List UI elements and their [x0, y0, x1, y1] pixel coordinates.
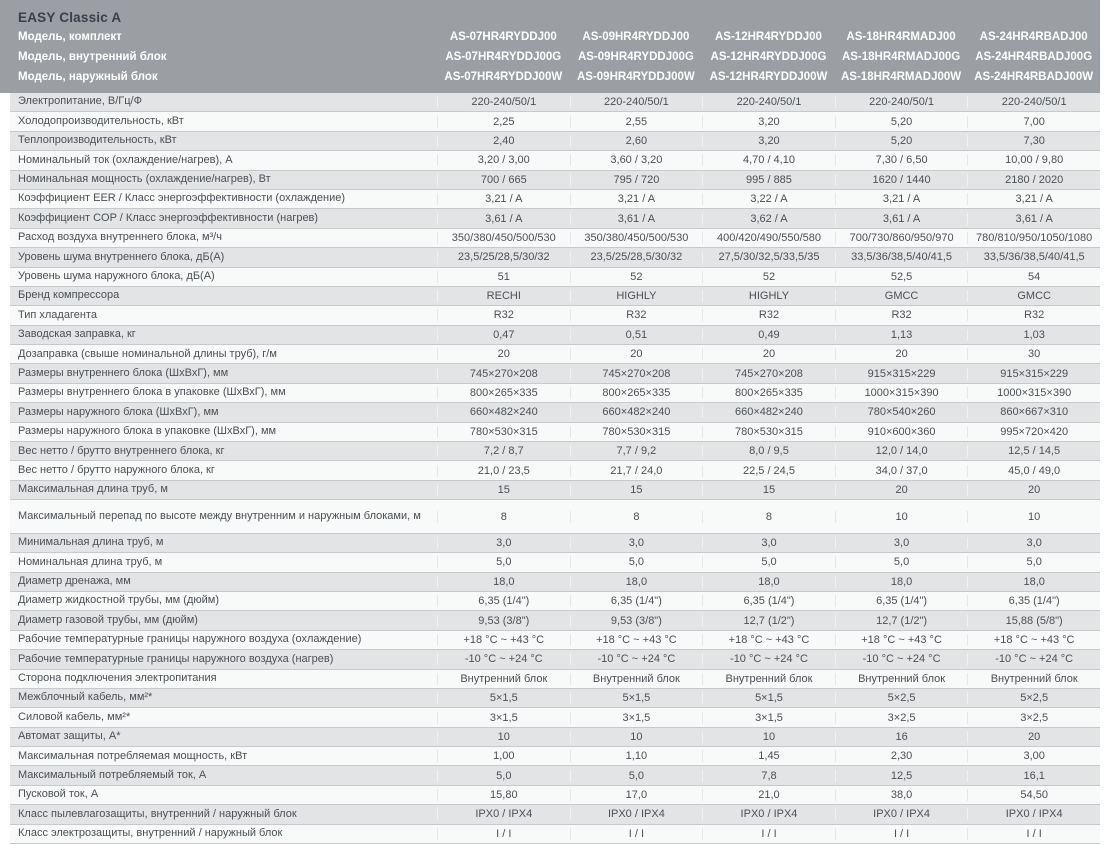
- spec-row: [10, 364, 1100, 383]
- model-row-cell: AS-24HR4RBADJ00: [979, 31, 1088, 43]
- spec-row-cell: 20: [967, 484, 1100, 496]
- spec-row-label: Размеры внутреннего блока в упаковке (ШхВхГ), мм: [18, 386, 286, 399]
- spec-row: [10, 112, 1100, 131]
- spec-row: [10, 689, 1100, 708]
- model-row: [0, 47, 1100, 67]
- model-row-cell: AS-12HR4RYDDJ00: [715, 31, 822, 43]
- spec-row-cell: 3,0: [702, 537, 835, 549]
- spec-row-cell: 2,55: [570, 116, 703, 128]
- model-row-cell: AS-18HR4RMADJ00G: [841, 51, 961, 63]
- spec-row: [10, 171, 1100, 190]
- spec-row-cell: 5,20: [835, 135, 968, 147]
- spec-row-cell: 1000×315×390: [835, 387, 968, 399]
- spec-row-cell: 18,0: [835, 576, 968, 588]
- spec-row-cell: 700 / 665: [437, 174, 570, 186]
- spec-row-label: Уровень шума внутреннего блока, дБ(А): [18, 250, 225, 263]
- spec-row-cell: 1,00: [437, 750, 570, 762]
- spec-row-cell: 3,61 / A: [967, 213, 1100, 225]
- spec-row-label: Силовой кабель, мм²*: [18, 710, 131, 723]
- spec-row-label: Размеры внутреннего блока (ШхВхГ), мм: [18, 366, 229, 379]
- spec-row-cell: 3,21 / A: [967, 193, 1100, 205]
- spec-row-label: Размеры наружного блока (ШхВхГ), мм: [18, 405, 219, 418]
- spec-row-cell: 20: [835, 348, 968, 360]
- spec-row-cell: 15,88 (5/8"): [967, 615, 1100, 627]
- model-row-cell: AS-09HR4RYDDJ00G: [577, 51, 694, 63]
- spec-row-label: Максимальная длина труб, м: [18, 483, 168, 496]
- spec-row-cell: 3,20: [702, 116, 835, 128]
- spec-row-cell: 3×1,5: [437, 712, 570, 724]
- spec-row: [10, 268, 1100, 287]
- spec-row-cell: 745×270×208: [437, 368, 570, 380]
- spec-row-cell: 3,0: [835, 537, 968, 549]
- spec-row-cell: R32: [835, 309, 968, 321]
- spec-row-cell: 3,21 / A: [437, 193, 570, 205]
- spec-row-cell: -10 °C ~ +24 °C: [967, 653, 1100, 665]
- spec-row-cell: IPX0 / IPX4: [570, 808, 703, 820]
- spec-row-label: Коэффициент EER / Класс энергоэффективности (охлаждение): [18, 192, 346, 205]
- spec-row-cell: I / I: [702, 828, 835, 840]
- spec-row-label: Минимальная длина труб, м: [18, 536, 164, 549]
- spec-row-label: Уровень шума наружного блока, дБ(А): [18, 270, 215, 282]
- spec-row-cell: 33,5/36/38,5/40/41,5: [967, 251, 1100, 263]
- spec-row-cell: 12,5: [835, 770, 968, 782]
- model-row: [0, 67, 1100, 87]
- spec-row-cell: 5,20: [835, 116, 968, 128]
- spec-row-cell: 16: [835, 731, 968, 743]
- spec-row-cell: 3×1,5: [570, 712, 703, 724]
- model-row-cell: AS-07HR4RYDDJ00: [449, 31, 557, 43]
- spec-row-cell: 10: [835, 511, 968, 523]
- spec-row: [10, 650, 1100, 669]
- spec-row-cell: 3,21 / A: [835, 193, 968, 205]
- spec-row-cell: 995 / 885: [702, 174, 835, 186]
- spec-row: [10, 728, 1100, 747]
- spec-row-cell: 220-240/50/1: [437, 96, 570, 108]
- spec-row-cell: 7,30 / 6,50: [835, 154, 968, 166]
- spec-row-cell: 3,60 / 3,20: [570, 154, 703, 166]
- spec-row-label: Бренд компрессора: [18, 289, 120, 302]
- spec-row-cell: 660×482×240: [702, 406, 835, 418]
- spec-row-cell: 27,5/30/32,5/33,5/35: [702, 251, 835, 263]
- spec-row-label: Диаметр жидкостной трубы, мм (дюйм): [18, 594, 220, 607]
- spec-row-cell: 3,0: [967, 537, 1100, 549]
- model-row-cell: AS-12HR4RYDDJ00G: [710, 51, 827, 63]
- spec-row-cell: 2,30: [835, 750, 968, 762]
- spec-row-cell: R32: [570, 309, 703, 321]
- spec-row: [10, 592, 1100, 611]
- spec-row-cell: 20: [570, 348, 703, 360]
- spec-row-cell: +18 °C ~ +43 °C: [835, 634, 968, 646]
- spec-row-cell: 8,0 / 9,5: [702, 445, 835, 457]
- spec-row-cell: 1620 / 1440: [835, 174, 968, 186]
- spec-row-cell: 5,0: [835, 556, 968, 568]
- spec-row-cell: 860×667×310: [967, 406, 1100, 418]
- spec-row-cell: 33,5/36/38,5/40/41,5: [835, 251, 968, 263]
- spec-row: [10, 403, 1100, 422]
- spec-row-cell: HIGHLY: [570, 290, 703, 302]
- spec-row-cell: 915×315×229: [835, 368, 968, 380]
- spec-row-cell: 6,35 (1/4"): [702, 595, 835, 607]
- spec-row: [10, 825, 1100, 844]
- spec-row-cell: IPX0 / IPX4: [967, 808, 1100, 820]
- spec-row-cell: 780×540×260: [835, 406, 968, 418]
- spec-row-cell: 6,35 (1/4"): [437, 595, 570, 607]
- spec-row-cell: 3,22 / A: [702, 193, 835, 205]
- spec-row-cell: 2180 / 2020: [967, 174, 1100, 186]
- spec-row: [10, 326, 1100, 345]
- spec-row: [10, 553, 1100, 572]
- spec-row-cell: 7,8: [702, 770, 835, 782]
- model-row-cell: AS-24HR4RBADJ00W: [974, 71, 1094, 83]
- spec-row-cell: 745×270×208: [702, 368, 835, 380]
- spec-row-cell: -10 °C ~ +24 °C: [437, 653, 570, 665]
- model-row-label: Модель, комплект: [18, 31, 122, 43]
- spec-row-cell: 10: [702, 731, 835, 743]
- spec-row: [10, 534, 1100, 553]
- model-row: [0, 27, 1100, 47]
- spec-row-label: Класс пылевлагозащиты, внутренний / наружный блок: [18, 807, 297, 820]
- spec-row-label: Дозаправка (свыше номинальной длины труб), г/м: [18, 347, 277, 360]
- spec-row-cell: 1,03: [967, 329, 1100, 341]
- spec-row-cell: 5,0: [437, 556, 570, 568]
- spec-row-cell: 54: [967, 271, 1100, 283]
- spec-row-cell: 3×2,5: [967, 712, 1100, 724]
- spec-row-label: Теплопроизводительность, кВт: [18, 134, 177, 147]
- spec-row-cell: 400/420/490/550/580: [702, 232, 835, 244]
- spec-row-cell: 10: [967, 511, 1100, 523]
- spec-row: [10, 229, 1100, 248]
- spec-row-cell: 15,80: [437, 789, 570, 801]
- spec-row-cell: 30: [967, 348, 1100, 360]
- spec-row-cell: 220-240/50/1: [702, 96, 835, 108]
- spec-row-cell: 660×482×240: [570, 406, 703, 418]
- spec-row-label: Вес нетто / брутто наружного блока, кг: [18, 463, 215, 476]
- spec-row-cell: 220-240/50/1: [570, 96, 703, 108]
- spec-row: [10, 442, 1100, 461]
- spec-row-cell: 700/730/860/950/970: [835, 232, 968, 244]
- spec-row-cell: 22,5 / 24,5: [702, 465, 835, 477]
- spec-row-cell: 18,0: [437, 576, 570, 588]
- spec-row-label: Холодопроизводительность, кВт: [18, 114, 184, 127]
- spec-row-cell: 3,21 / A: [570, 193, 703, 205]
- spec-row-cell: Внутренний блок: [835, 673, 968, 685]
- spec-row-cell: 20: [967, 731, 1100, 743]
- spec-row-cell: 23,5/25/28,5/30/32: [570, 251, 703, 263]
- spec-row-cell: 17,0: [570, 789, 703, 801]
- spec-row-cell: 8: [570, 511, 703, 523]
- spec-row-cell: +18 °C ~ +43 °C: [570, 634, 703, 646]
- spec-row-label: Коэффициент COP / Класс энергоэффективности (нагрев): [18, 211, 319, 224]
- spec-row-cell: 3,0: [437, 537, 570, 549]
- spec-row-cell: 10,00 / 9,80: [967, 154, 1100, 166]
- spec-row-cell: +18 °C ~ +43 °C: [437, 634, 570, 646]
- spec-row-cell: Внутренний блок: [437, 673, 570, 685]
- spec-row-cell: 800×265×335: [437, 387, 570, 399]
- spec-row-label: Межблочный кабель, мм²*: [18, 691, 153, 704]
- spec-row-cell: 220-240/50/1: [835, 96, 968, 108]
- spec-row-cell: 5×1,5: [437, 692, 570, 704]
- spec-row: [10, 500, 1100, 534]
- spec-row-label: Размеры наружного блока в упаковке (ШхВхГ), мм: [18, 425, 277, 438]
- spec-row-label: Номинальный ток (охлаждение/нагрев), А: [18, 153, 233, 166]
- spec-row-cell: GMCC: [967, 290, 1100, 302]
- model-row-cell: AS-18HR4RMADJ00W: [841, 71, 962, 83]
- spec-row-cell: 6,35 (1/4"): [835, 595, 968, 607]
- spec-row-cell: 5×2,5: [835, 692, 968, 704]
- spec-row-cell: IPX0 / IPX4: [437, 808, 570, 820]
- spec-row-label: Автомат защиты, А*: [18, 730, 121, 743]
- spec-row-cell: 220-240/50/1: [967, 96, 1100, 108]
- spec-row-label: Сторона подключения электропитания: [18, 672, 217, 685]
- model-row-cell: AS-09HR4RYDDJ00W: [576, 71, 695, 83]
- spec-row: [10, 423, 1100, 442]
- spec-row: [10, 481, 1100, 500]
- spec-row-label: Вес нетто / брутто внутреннего блока, кг: [18, 444, 225, 457]
- spec-row-cell: 5×1,5: [570, 692, 703, 704]
- spec-row-cell: I / I: [967, 828, 1100, 840]
- spec-row: [10, 132, 1100, 151]
- spec-row-cell: 9,53 (3/8"): [437, 615, 570, 627]
- spec-row: [10, 248, 1100, 267]
- spec-row: [10, 708, 1100, 727]
- spec-row-cell: 3,61 / A: [437, 213, 570, 225]
- spec-row-cell: 9,53 (3/8"): [570, 615, 703, 627]
- spec-row-cell: I / I: [437, 828, 570, 840]
- series-title: EASY Classic A: [18, 10, 122, 25]
- spec-row-cell: 800×265×335: [570, 387, 703, 399]
- spec-row-cell: -10 °C ~ +24 °C: [835, 653, 968, 665]
- spec-row-cell: 8: [702, 511, 835, 523]
- spec-row-cell: 52,5: [835, 271, 968, 283]
- spec-row: [10, 461, 1100, 480]
- spec-row-cell: 800×265×335: [702, 387, 835, 399]
- spec-row-cell: 15: [570, 484, 703, 496]
- model-row-cell: AS-07HR4RYDDJ00G: [445, 51, 562, 63]
- spec-row-cell: 10: [437, 731, 570, 743]
- spec-row-cell: +18 °C ~ +43 °C: [967, 634, 1100, 646]
- spec-row-cell: 1000×315×390: [967, 387, 1100, 399]
- spec-row-cell: 780×530×315: [570, 426, 703, 438]
- model-row-label: Модель, внутренний блок: [18, 51, 167, 63]
- spec-row: [10, 611, 1100, 630]
- spec-row-cell: 350/380/450/500/530: [437, 232, 570, 244]
- spec-row-cell: RECHI: [437, 290, 570, 302]
- spec-row-label: Электропитание, В/Гц/Ф: [18, 95, 142, 108]
- spec-row-cell: -10 °C ~ +24 °C: [702, 653, 835, 665]
- spec-row-cell: 795 / 720: [570, 174, 703, 186]
- spec-row-label: Диаметр газовой трубы, мм (дюйм): [18, 613, 198, 626]
- spec-row-cell: 1,10: [570, 750, 703, 762]
- spec-row-cell: Внутренний блок: [967, 673, 1100, 685]
- spec-row-cell: 6,35 (1/4"): [967, 595, 1100, 607]
- spec-row-cell: 0,51: [570, 329, 703, 341]
- spec-row-cell: 51: [437, 271, 570, 283]
- spec-row: [10, 287, 1100, 306]
- spec-row-cell: 20: [437, 348, 570, 360]
- spec-row-cell: 0,47: [437, 329, 570, 341]
- spec-row-cell: 745×270×208: [570, 368, 703, 380]
- spec-row-cell: -10 °C ~ +24 °C: [570, 653, 703, 665]
- spec-row-cell: R32: [437, 309, 570, 321]
- spec-row-cell: 5,0: [967, 556, 1100, 568]
- spec-row-label: Пусковой ток, А: [18, 788, 99, 801]
- spec-row: [10, 345, 1100, 364]
- spec-row-cell: 5,0: [437, 770, 570, 782]
- spec-row-cell: I / I: [835, 828, 968, 840]
- spec-row-cell: 7,30: [967, 135, 1100, 147]
- spec-row-cell: 6,35 (1/4"): [570, 595, 703, 607]
- spec-row-cell: 54,50: [967, 789, 1100, 801]
- spec-row-label: Номинальная длина труб, м: [18, 555, 163, 568]
- spec-row: [10, 151, 1100, 170]
- spec-row-cell: 3,20: [702, 135, 835, 147]
- spec-row-cell: 5,0: [570, 770, 703, 782]
- spec-row-cell: 15: [437, 484, 570, 496]
- spec-row-cell: 3,0: [570, 537, 703, 549]
- spec-row-cell: 21,7 / 24,0: [570, 465, 703, 477]
- spec-row-cell: 5,0: [702, 556, 835, 568]
- model-row-cell: AS-12HR4RYDDJ00W: [709, 71, 828, 83]
- spec-row: [10, 209, 1100, 228]
- spec-row-cell: 12,7 (1/2"): [835, 615, 968, 627]
- spec-row-label: Тип хладагента: [18, 308, 97, 321]
- spec-row-cell: 1,13: [835, 329, 968, 341]
- spec-row-label: Класс электрозащиты, внутренний / наружный блок: [18, 827, 283, 840]
- spec-row-cell: 5×2,5: [967, 692, 1100, 704]
- model-row-label: Модель, наружный блок: [18, 71, 158, 83]
- model-row-cell: AS-18HR4RMADJ00: [846, 31, 956, 43]
- spec-row-label: Рабочие температурные границы наружного воздуха (охлаждение): [18, 633, 362, 646]
- spec-row-cell: HIGHLY: [702, 290, 835, 302]
- spec-row-cell: 3,61 / A: [835, 213, 968, 225]
- spec-row-cell: IPX0 / IPX4: [702, 808, 835, 820]
- spec-row-cell: 7,7 / 9,2: [570, 445, 703, 457]
- model-rows: [0, 27, 1100, 87]
- spec-row-cell: 18,0: [967, 576, 1100, 588]
- spec-row-cell: 12,0 / 14,0: [835, 445, 968, 457]
- spec-row-cell: 5,0: [570, 556, 703, 568]
- spec-row-cell: I / I: [570, 828, 703, 840]
- spec-row-cell: 0,49: [702, 329, 835, 341]
- spec-row-cell: 10: [570, 731, 703, 743]
- spec-row-cell: 15: [702, 484, 835, 496]
- spec-row-cell: 8: [437, 511, 570, 523]
- spec-row-cell: R32: [702, 309, 835, 321]
- spec-row-cell: 20: [835, 484, 968, 496]
- spec-row-label: Максимальная потребляемая мощность, кВт: [18, 749, 248, 762]
- spec-row-cell: 18,0: [570, 576, 703, 588]
- spec-row-cell: 3×1,5: [702, 712, 835, 724]
- spec-row-cell: 12,5 / 14,5: [967, 445, 1100, 457]
- spec-row-cell: 3,61 / A: [570, 213, 703, 225]
- spec-row-label: Номинальная мощность (охлаждение/нагрев), Вт: [18, 173, 271, 186]
- spec-row-cell: 52: [570, 271, 703, 283]
- spec-row: [10, 93, 1100, 112]
- spec-row-label: Максимальный потребляемый ток, А: [18, 768, 207, 781]
- spec-row-label: Рабочие температурные границы наружного воздуха (нагрев): [18, 652, 334, 665]
- spec-row-label: Диаметр дренажа, мм: [18, 575, 131, 588]
- spec-row-cell: 5×1,5: [702, 692, 835, 704]
- spec-row-cell: 995×720×420: [967, 426, 1100, 438]
- spec-table-body: [10, 93, 1100, 844]
- spec-row-cell: 16,1: [967, 770, 1100, 782]
- spec-row-label: Расход воздуха внутреннего блока, м³/ч: [18, 231, 222, 244]
- spec-row-cell: 52: [702, 271, 835, 283]
- spec-row-cell: 7,00: [967, 116, 1100, 128]
- spec-row-cell: 23,5/25/28,5/30/32: [437, 251, 570, 263]
- spec-row-cell: 3,62 / A: [702, 213, 835, 225]
- spec-row-cell: 3,00: [967, 750, 1100, 762]
- spec-row-cell: 34,0 / 37,0: [835, 465, 968, 477]
- spec-row-cell: 38,0: [835, 789, 968, 801]
- spec-row-cell: 7,2 / 8,7: [437, 445, 570, 457]
- spec-row-cell: 915×315×229: [967, 368, 1100, 380]
- spec-row-cell: Внутренний блок: [702, 673, 835, 685]
- spec-row-cell: 21,0: [702, 789, 835, 801]
- spec-row-cell: 45,0 / 49,0: [967, 465, 1100, 477]
- spec-row-cell: 2,60: [570, 135, 703, 147]
- spec-row-cell: IPX0 / IPX4: [835, 808, 968, 820]
- spec-row-cell: Внутренний блок: [570, 673, 703, 685]
- spec-row: [10, 190, 1100, 209]
- spec-row-cell: 2,25: [437, 116, 570, 128]
- spec-row: [10, 573, 1100, 592]
- spec-row-cell: 780×530×315: [437, 426, 570, 438]
- model-row-cell: AS-09HR4RYDDJ00: [582, 31, 690, 43]
- spec-row-label: Заводская заправка, кг: [18, 328, 136, 341]
- model-row-cell: AS-07HR4RYDDJ00W: [444, 71, 563, 83]
- spec-row: [10, 631, 1100, 650]
- spec-row-cell: 1,45: [702, 750, 835, 762]
- spec-row-cell: 12,7 (1/2"): [702, 615, 835, 627]
- spec-row-label: Максимальный перепад по высоте между внутренним и наружным блоками, м: [18, 509, 421, 522]
- spec-row-cell: 350/380/450/500/530: [570, 232, 703, 244]
- spec-row: [10, 384, 1100, 403]
- model-row-cell: AS-24HR4RBADJ00G: [975, 51, 1093, 63]
- spec-row-cell: 2,40: [437, 135, 570, 147]
- spec-row-cell: 780×530×315: [702, 426, 835, 438]
- spec-row-cell: 780/810/950/1050/1080: [967, 232, 1100, 244]
- spec-row-cell: R32: [967, 309, 1100, 321]
- spec-row-cell: GMCC: [835, 290, 968, 302]
- spec-row-cell: 18,0: [702, 576, 835, 588]
- spec-row: [10, 306, 1100, 325]
- spec-row-cell: 21,0 / 23,5: [437, 465, 570, 477]
- spec-row: [10, 766, 1100, 785]
- spec-row-cell: 660×482×240: [437, 406, 570, 418]
- spec-row-cell: +18 °C ~ +43 °C: [702, 634, 835, 646]
- spec-row: [10, 786, 1100, 805]
- spec-row: [10, 670, 1100, 689]
- spec-row-cell: 3,20 / 3,00: [437, 154, 570, 166]
- spec-row-cell: 4,70 / 4,10: [702, 154, 835, 166]
- spec-row-cell: 20: [702, 348, 835, 360]
- spec-row-cell: 910×600×360: [835, 426, 968, 438]
- table-header: [0, 0, 1100, 93]
- spec-row-cell: 3×2,5: [835, 712, 968, 724]
- spec-row: [10, 805, 1100, 824]
- spec-row: [10, 747, 1100, 766]
